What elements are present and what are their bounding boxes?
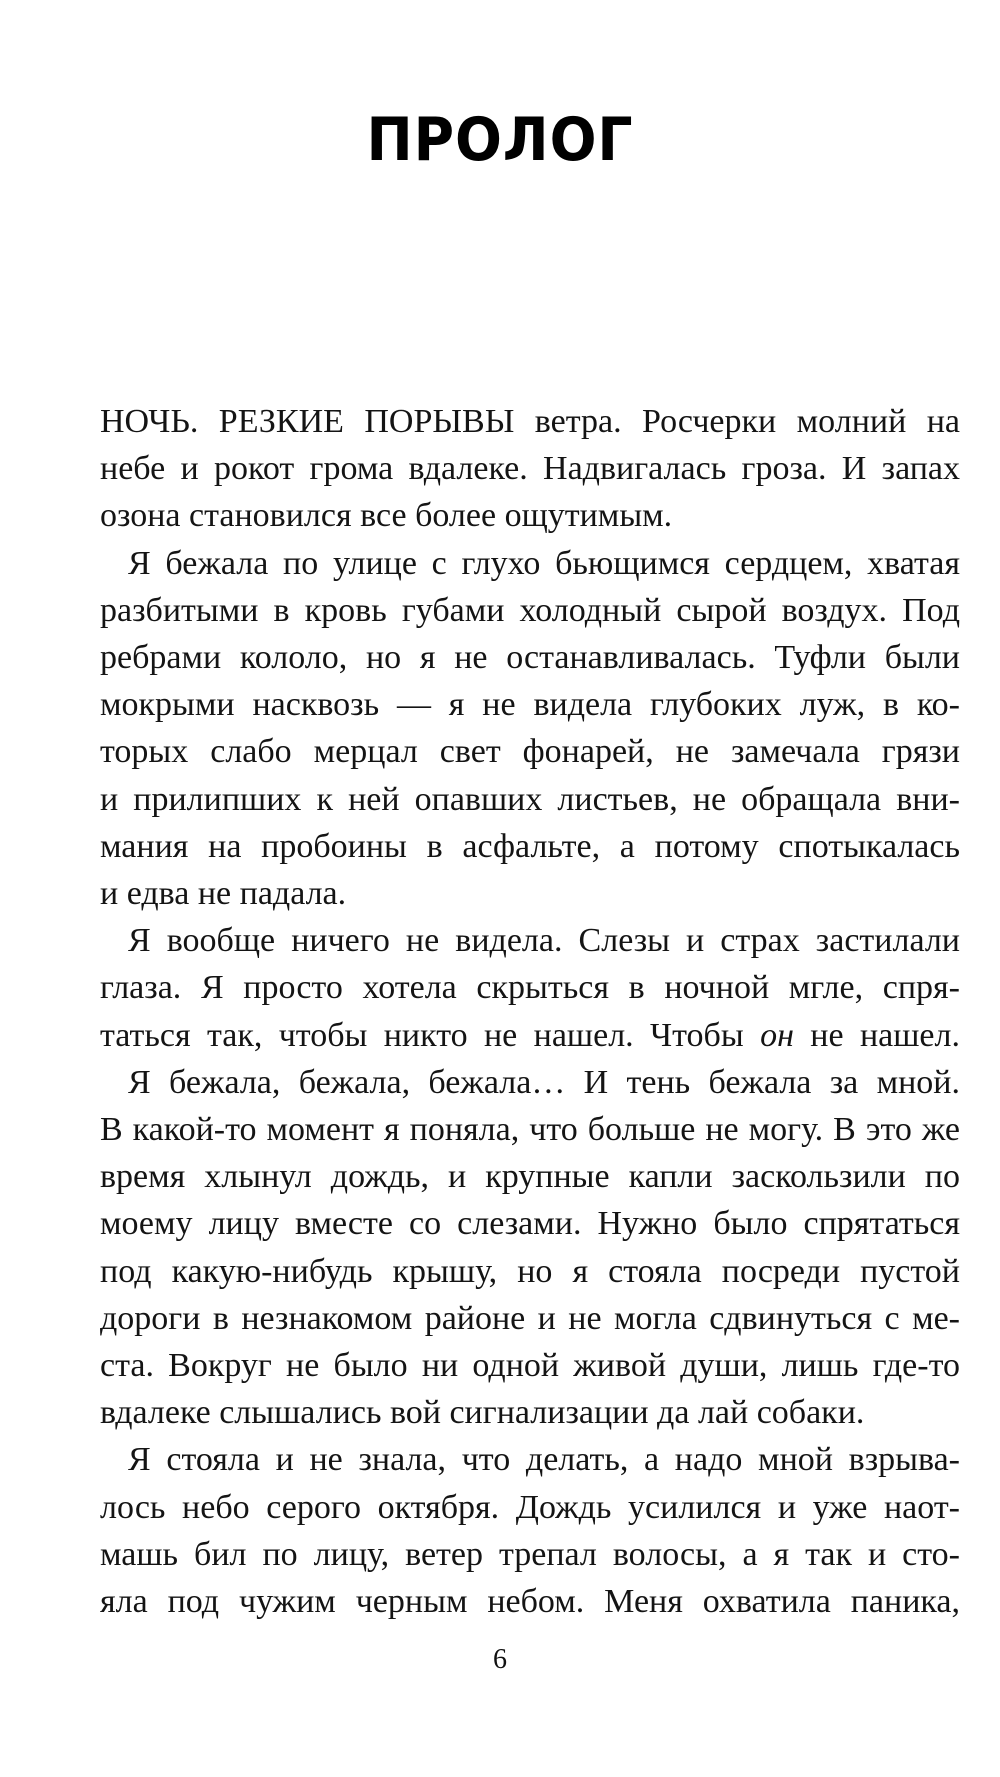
text-line: и едва не падала. (100, 875, 347, 913)
text-line: дороги в незнакомом районе и не могла сдвинуться с ме- (100, 1299, 960, 1337)
text-line: разбитыми в кровь губами холодный сырой воздух. Под (100, 591, 960, 629)
text-line: НОЧЬ. РЕЗКИЕ ПОРЫВЫ ветра. Росчерки молний на (100, 403, 960, 440)
emphasized-word: он (760, 1016, 794, 1054)
text-line: вдалеке слышались вой сигнализации да лай собаки. (100, 1394, 865, 1432)
text-line: небе и рокот грома вдалеке. Надвигалась гроза. И запах (100, 450, 960, 488)
text-line: Я вообще ничего не видела. Слезы и страх застилали (128, 922, 960, 960)
text-line: Я бежала по улице с глухо бьющимся сердцем, хватая (128, 544, 960, 582)
text-line: торых слабо мерцал свет фонарей, не замечала грязи (100, 733, 960, 771)
text-line: под какую-нибудь крышу, но я стояла посреди пустой (100, 1252, 960, 1290)
text-line: озона становился все более ощутимым. (100, 497, 673, 535)
text-line: моему лицу вместе со слезами. Нужно было спрятаться (100, 1205, 960, 1243)
chapter-title: ПРОЛОГ (366, 105, 634, 175)
text-fragment: не нашел. (793, 1016, 960, 1054)
page-number: 6 (493, 1644, 507, 1675)
text-line: ребрами кололо, но я не останавливалась. Туфли были (100, 639, 960, 677)
text-line: мания на пробоины в асфальте, а потому спотыкалась (100, 827, 960, 865)
text-line: яла под чужим черным небом. Меня охватила паника, (100, 1583, 960, 1621)
body-text (100, 398, 960, 1625)
text-line: В какой-то момент я поняла, что больше не могу. В это же (100, 1111, 960, 1149)
text-line: мокрыми насквозь — я не видела глубоких луж, в ко- (100, 686, 960, 724)
text-line-with-emphasis (100, 1012, 960, 1059)
text-line: лось небо серого октября. Дождь усилился и уже наот- (100, 1488, 960, 1526)
text-line: ста. Вокруг не было ни одной живой души, лишь где-то (100, 1347, 960, 1385)
text-line: Я бежала, бежала, бежала… И тень бежала за мной. (128, 1063, 960, 1101)
text-line: Я стояла и не знала, что делать, а надо мной взрыва- (128, 1441, 960, 1479)
text-line: время хлынул дождь, и крупные капли заскользили по (100, 1158, 960, 1196)
text-fragment: таться так, чтобы никто не нашел. Чтобы (100, 1016, 761, 1054)
text-line: глаза. Я просто хотела скрыться в ночной мгле, спря- (100, 969, 960, 1007)
text-line: и прилипших к ней опавших листьев, не обращала вни- (100, 780, 960, 818)
text-line: машь бил по лицу, ветер трепал волосы, а я так и сто- (100, 1535, 960, 1573)
